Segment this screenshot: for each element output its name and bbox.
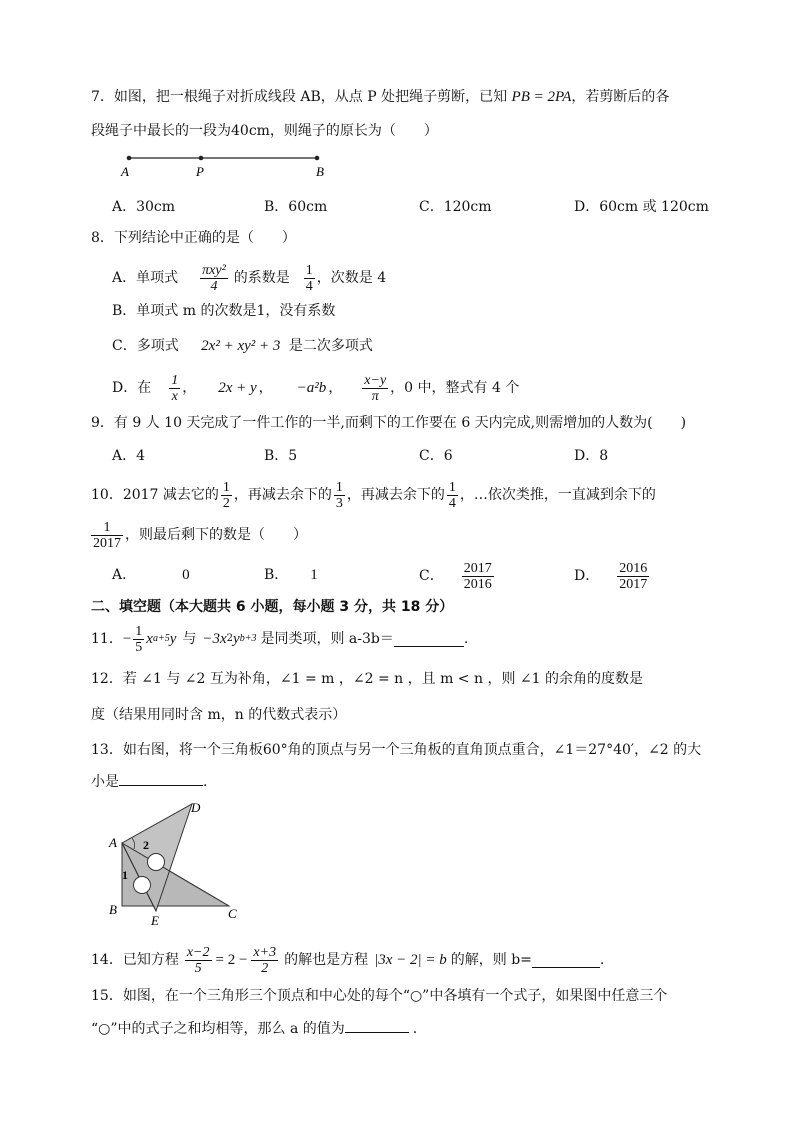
q13-line2: 小是 . — [91, 771, 207, 792]
q9-option-a: A．4 — [112, 448, 146, 464]
q9-option-d: D．8 — [574, 448, 609, 464]
q10-option-d: D． $\frac{2016}{2017}$ — [574, 560, 648, 592]
label-B: B — [109, 902, 117, 917]
q8-option-c: C．多项式 2x² + xy² + 3 是二次多项式 — [112, 338, 373, 354]
q8-option-a: A．单项式 $\frac{\text{πxy²}}{4}$ 的系数是 $\frac{1}{4}$ ，次数是 4 — [112, 262, 387, 294]
q8-option-d: D．在 $\frac{1}{x}$ ， 2x + y ， −a²b ， $\frac{x-y}{\pi}$ ，0 中，整式有 4 个 — [112, 372, 520, 404]
q13-answer-blank[interactable] — [119, 771, 203, 786]
q7-line2: 段绳子中最长的一段为40cm，则绳子的原长为（ ） — [91, 123, 438, 139]
q7-option-c: C．120cm — [419, 199, 492, 215]
label-D: D — [191, 800, 201, 815]
q10-option-a: A． 0 — [112, 567, 190, 583]
q15-answer-blank[interactable] — [345, 1018, 409, 1033]
q8-stem: 8．下列结论中正确的是（ ） — [91, 230, 296, 246]
q13-line1: 13．如右图，将一个三角板60°角的顶点与另一个三角板的直角顶点重合，∠1＝27°40′，∠2 的大 — [91, 742, 702, 758]
q10-option-c: C． $\frac{2017}{2016}$ — [419, 560, 492, 592]
q8-a-fraction2: $\frac{1}{4}$ — [305, 262, 313, 294]
q10-option-b: B． 1 — [264, 567, 318, 583]
q10-line2: $\frac{1}{2017}$ ，则最后剩下的数是（ ） — [93, 519, 307, 551]
q10-line1: 10．2017 减去它的 $\frac{1}{2}$ ，再减去余下的 $\frac{1}{3}$ ，再减去余下的 $\frac{1}{4}$ ，…依次类推，一直减到余下的 — [91, 479, 656, 511]
label-P: P — [196, 164, 204, 179]
q7-option-b: B．60cm — [264, 199, 328, 215]
label-C: C — [228, 906, 237, 921]
q8-option-b: B．单项式 m 的次数是1，没有系数 — [112, 303, 336, 319]
q9-stem: 9．有 9 人 10 天完成了一件工作的一半,而剩下的工作要在 6 天内完成,则需增加的人数为( ) — [91, 415, 687, 431]
angle-2-label: 2 — [143, 838, 149, 852]
q8-a-fraction: $\frac{\text{πxy²}}{4}$ — [202, 262, 226, 294]
q14-line: 14．已知方程 $\frac{x-2}{5}$ = 2 − $\frac{x+3}{2}$ 的解也是方程 |3x − 2| = b 的解，则 b= . — [91, 944, 605, 976]
q11-answer-blank[interactable] — [394, 632, 464, 647]
q12-line2: 度（结果用同时含 m，n 的代数式表示） — [91, 707, 347, 723]
q15-line1: 15．如图，在一个三角形三个顶点和中心处的每个“○”中各填有一个式子，如果图中任意三个 — [91, 988, 668, 1004]
label-E: E — [151, 913, 159, 928]
q12-line1: 12．若 ∠1 与 ∠2 互为补角，∠1 = m ，∠2 = n ，且 m < n ，则 ∠1 的余角的度数是 — [91, 671, 643, 687]
angle-1-label: 1 — [122, 868, 128, 882]
q9-option-b: B．5 — [264, 448, 298, 464]
q13-triangle-figure — [104, 798, 254, 928]
section-2-heading: 二、填空题（本大题共 6 小题，每小题 3 分，共 18 分） — [91, 599, 454, 615]
q14-answer-blank[interactable] — [532, 953, 600, 968]
label-B: B — [316, 164, 324, 179]
q11-line: 11． − $\frac{1}{5}$ x a+5 y 与 −3x 2 y b+3 是同类项，则 a-3b＝ . — [91, 623, 469, 655]
q7-line1: 7．如图，把一根绳子对折成线段 AB，从点 P 处把绳子剪断，已知 PB = 2PA，若剪断后的各 — [91, 89, 670, 105]
q7-segment-figure — [112, 148, 342, 182]
q15-line2: “○”中的式子之和均相等，那么 a 的值为 . — [91, 1018, 417, 1039]
q7-option-a: A．30cm — [112, 199, 176, 215]
label-A: A — [121, 164, 129, 179]
label-A: A — [109, 835, 117, 850]
q9-option-c: C．6 — [419, 448, 453, 464]
q7-equation: PB = 2PA — [511, 89, 572, 105]
q7-option-d: D．60cm 或 120cm — [574, 199, 709, 215]
